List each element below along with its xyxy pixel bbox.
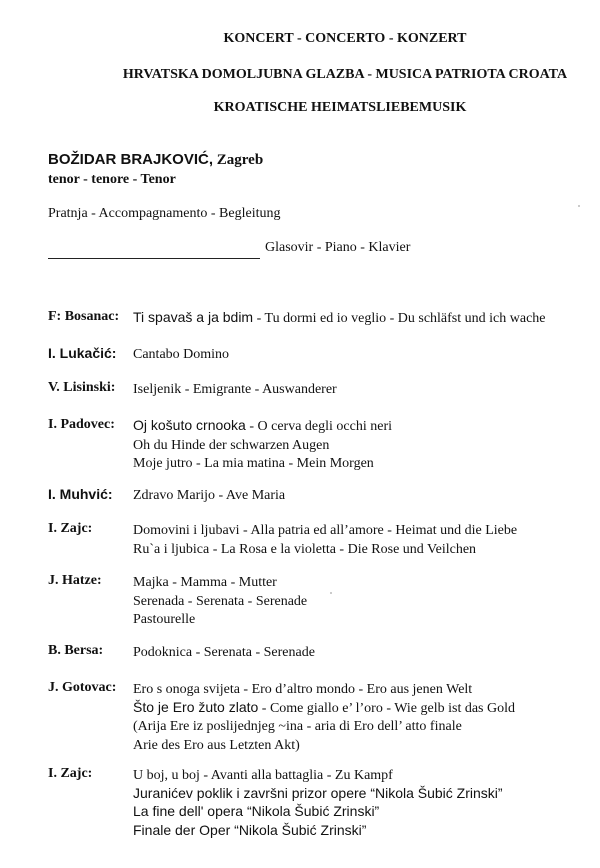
work-title-native: Finale der Oper “Nikola Šubić Zrinski” [133,821,367,838]
work-title-translations: - O cerva degli occhi neri [245,419,392,434]
composer-works [133,486,285,505]
work-title-translations: Arie des Ero aus Letzten Akt) [133,737,300,753]
work-title [133,766,503,785]
heading-german-title: KROATISCHE HEIMATSLIEBEMUSIK [213,100,467,115]
work-title [133,436,392,455]
work-title-native: La fine dell' opera “Nikola Šubić Zrinski” [133,803,380,819]
work-title [133,309,546,328]
work-title-translations: Moje jutro - La mia matina - Mein Morgen [133,456,374,471]
composer-name: F: Bosanac: [48,309,120,324]
composer-works [133,417,392,473]
work-title-translations: - Come giallo e’ l’oro - Wie gelb ist das Gold [258,700,515,716]
accompaniment-instrument: Glasovir - Piano - Klavier [265,240,411,255]
work-title [133,380,337,399]
composer-works [133,345,229,364]
work-title [133,803,503,822]
composer-works [133,680,515,754]
composer-name: I. Muhvić: [48,486,113,502]
work-title-translations: Domovini i ljubavi - Alla patria ed all’amore - Heimat und die Liebe [133,523,518,538]
performer-voice: tenor - tenore - Tenor [48,172,176,187]
work-title [133,610,307,629]
composer-works [133,309,546,328]
work-title-native: Ti spavaš a ja bdim [133,309,254,325]
work-title-translations: U boj, u boj - Avanti alla battaglia - Zu Kampf [133,768,393,783]
composer-name: I. Lukačić: [48,345,117,361]
composer-name: I. Zajc: [48,521,93,536]
heading-patriotic-music: HRVATSKA DOMOLJUBNA GLAZBA - MUSICA PATRIOTA CROATA [122,67,568,82]
work-title-translations: Ero s onoga svijeta - Ero d’altro mondo - Ero aus jenen Welt [133,682,473,697]
work-title-translations: Podoknica - Serenata - Serenade [133,645,315,660]
composer-name: V. Lisinski: [48,380,116,395]
heading-concert: KONCERT - CONCERTO - KONZERT [223,31,467,46]
work-title-translations: Cantabo Domino [133,347,230,362]
composer-works [133,380,337,399]
composer-works [133,573,307,629]
composer-name: I. Zajc: [48,766,93,781]
work-title-translations: Majka - Mamma - Mutter [133,575,277,590]
composer-works [133,766,503,840]
composer-works [133,643,315,662]
work-title [133,717,515,736]
performer [48,151,263,169]
work-title-translations: Pastourelle [133,612,196,627]
composer-name: J. Hatze: [48,573,102,588]
work-title [133,454,392,473]
work-title [133,699,515,718]
composer-name: J. Gotovac: [48,680,117,695]
work-title [133,643,315,662]
work-title [133,592,307,611]
work-title [133,486,285,505]
work-title [133,417,392,436]
accompaniment-label: Pratnja - Accompagnamento - Begleitung [48,206,281,221]
work-title-translations: (Arija Ere iz poslijednjeg ~ina - aria di Ero dell’ atto finale [133,719,462,734]
work-title [133,345,229,364]
composer-name: B. Bersa: [48,643,104,658]
work-title [133,785,503,804]
work-title-translations: Serenada - Serenata - Serenade [133,593,308,609]
composer-works [133,521,517,558]
work-title-native: Što je Ero žuto zlato [133,698,259,715]
work-title-translations: - Tu dormi ed io veglio - Du schläfst und ich wache [253,311,546,326]
scan-speck [330,592,332,594]
accompanist-blank-line [48,258,260,259]
performer-city: Zagreb [216,152,264,168]
composer-name: I. Padovec: [48,417,115,432]
work-title-native: Oj košuto crnooka [133,417,246,433]
work-title [133,736,515,755]
work-title [133,540,517,559]
work-title-native: Juranićev poklik i završni prizor opere “Nikola Šubić Zrinski” [133,784,503,801]
work-title [133,680,515,699]
work-title-translations: Zdravo Marijo - Ave Maria [133,488,286,503]
performer-name: BOŽIDAR BRAJKOVIĆ, [48,151,214,168]
work-title-translations: Oh du Hinde der schwarzen Augen [133,437,330,453]
work-title [133,521,517,540]
work-title-translations: Iseljenik - Emigrante - Auswanderer [133,382,337,397]
scan-speck [578,205,580,207]
work-title [133,822,503,841]
work-title [133,573,307,592]
work-title-translations: Ru`a i ljubica - La Rosa e la violetta - Die Rose und Veilchen [133,541,477,557]
